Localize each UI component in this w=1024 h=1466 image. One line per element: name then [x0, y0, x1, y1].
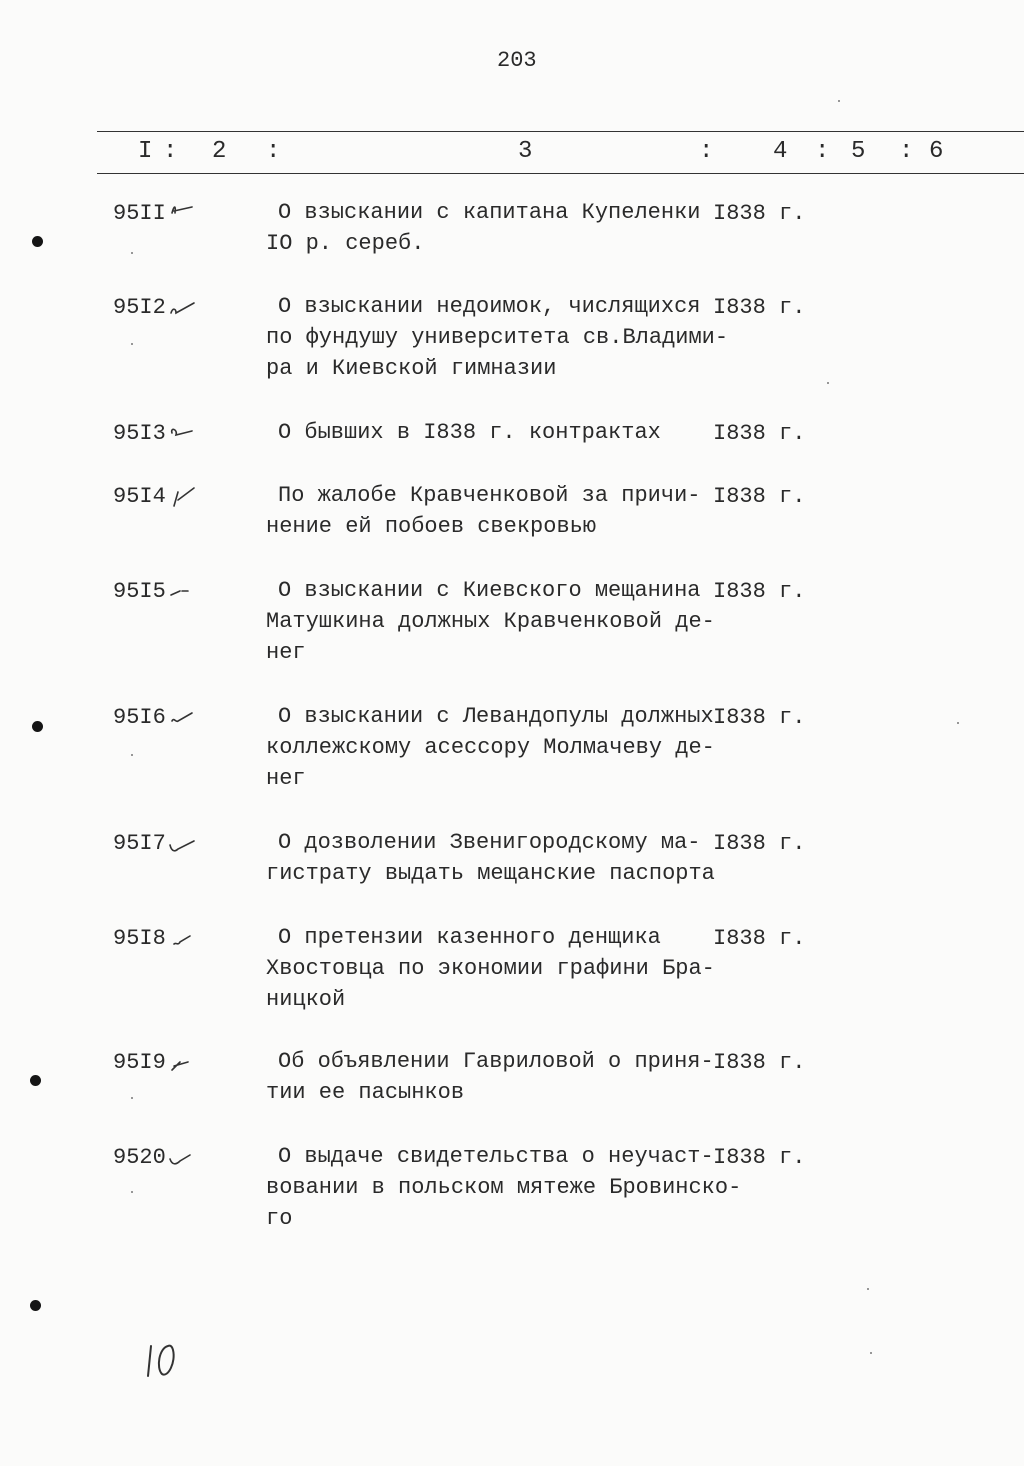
- description-line: О взыскании с Левандопулы должных: [278, 704, 714, 729]
- record-date: I838 г.: [713, 421, 806, 446]
- description-line: О претензии казенного денщика: [278, 925, 661, 950]
- record-description: [266, 197, 700, 259]
- description-line: нение ей побоев свекровью: [266, 514, 597, 539]
- description-line: ницкой: [266, 987, 346, 1012]
- description-line: вовании в польском мятеже Бровинско-: [266, 1175, 742, 1200]
- description-line: го: [266, 1206, 293, 1231]
- description-line: Хвостовца по экономии графини Бра-: [266, 956, 715, 981]
- description-line: нег: [266, 766, 306, 791]
- record-date: I838 г.: [713, 1145, 806, 1170]
- record-number: 95I3: [113, 421, 166, 446]
- speck: [838, 100, 840, 102]
- description-line: по фундушу университета св.Владими-: [266, 325, 729, 350]
- checkmark-icon: [168, 833, 200, 857]
- record-number: 95I7: [113, 831, 166, 856]
- record-number: 95I9: [113, 1050, 166, 1075]
- description-line: О дозволении Звенигородскому ма-: [278, 830, 701, 855]
- header-separator: :: [899, 138, 914, 165]
- punch-hole: [30, 1075, 41, 1086]
- record-date: I838 г.: [713, 579, 806, 604]
- description-line: коллежскому асессору Молмачеву де-: [266, 735, 715, 760]
- header-separator: :: [699, 138, 714, 165]
- speck: [867, 1288, 869, 1290]
- handwritten-note-text: 10: [143, 1380, 145, 1381]
- record-description: [266, 701, 715, 794]
- speck: [131, 1191, 133, 1193]
- record-number: 9520: [113, 1145, 166, 1170]
- page-number: 203: [497, 48, 537, 73]
- description-line: О взыскании недоимок, числящихся: [278, 294, 701, 319]
- record-description: [266, 1141, 741, 1234]
- description-line: Матушкина должных Кравченковой де-: [266, 609, 715, 634]
- header-bottom-rule: [97, 173, 1024, 174]
- description-line: тии ее пасынков: [266, 1080, 465, 1105]
- punch-hole: [32, 236, 43, 247]
- checkmark-icon: [168, 486, 200, 510]
- record-date: I838 г.: [713, 705, 806, 730]
- record-date: I838 г.: [713, 1050, 806, 1075]
- header-col-2: 2: [212, 138, 227, 165]
- checkmark-icon: [168, 1147, 200, 1171]
- header-col-6: 6: [929, 138, 944, 165]
- speck: [131, 754, 133, 756]
- header-top-rule: [97, 131, 1024, 132]
- header-separator: :: [266, 138, 281, 165]
- description-line: О бывших в I838 г. контрактах: [278, 420, 661, 445]
- record-date: I838 г.: [713, 201, 806, 226]
- record-description: [266, 922, 715, 1015]
- record-date: I838 г.: [713, 926, 806, 951]
- speck: [131, 343, 133, 345]
- checkmark-icon: [168, 1052, 200, 1076]
- record-number: 95I4: [113, 484, 166, 509]
- description-line: О выдаче свидетельства о неучаст-: [278, 1144, 714, 1169]
- speck: [957, 722, 959, 724]
- checkmark-icon: [168, 707, 200, 731]
- record-date: I838 г.: [713, 831, 806, 856]
- header-col-1: I: [138, 138, 153, 165]
- checkmark-icon: [168, 581, 200, 605]
- record-number: 95II: [113, 201, 166, 226]
- record-number: 95I5: [113, 579, 166, 604]
- checkmark-icon: [168, 203, 200, 227]
- description-line: По жалобе Кравченковой за причи-: [278, 483, 701, 508]
- record-number: 95I2: [113, 295, 166, 320]
- description-line: О взыскании с капитана Купеленки: [278, 200, 701, 225]
- header-separator: :: [163, 138, 178, 165]
- description-line: IO р. сереб.: [266, 231, 425, 256]
- speck: [827, 382, 829, 384]
- punch-hole: [32, 721, 43, 732]
- header-col-3: 3: [518, 138, 533, 165]
- handwritten-note: [143, 1338, 183, 1382]
- record-number: 95I6: [113, 705, 166, 730]
- record-description: [266, 480, 700, 542]
- description-line: нег: [266, 640, 306, 665]
- record-description: [266, 291, 728, 384]
- record-date: I838 г.: [713, 484, 806, 509]
- record-description: [266, 575, 715, 668]
- record-description: [266, 417, 661, 448]
- description-line: Об объявлении Гавриловой о приня-: [278, 1049, 714, 1074]
- record-number: 95I8: [113, 926, 166, 951]
- description-line: О взыскании с Киевского мещанина: [278, 578, 701, 603]
- record-description: [266, 827, 715, 889]
- checkmark-icon: [168, 297, 200, 321]
- header-col-4: 4: [773, 138, 788, 165]
- speck: [131, 252, 133, 254]
- checkmark-icon: [168, 928, 200, 952]
- header-separator: :: [815, 138, 830, 165]
- header-col-5: 5: [851, 138, 866, 165]
- description-line: ра и Киевской гимназии: [266, 356, 557, 381]
- speck: [870, 1352, 872, 1354]
- description-line: гистрату выдать мещанские паспорта: [266, 861, 715, 886]
- checkmark-icon: [168, 423, 200, 447]
- record-date: I838 г.: [713, 295, 806, 320]
- speck: [131, 1097, 133, 1099]
- record-description: [266, 1046, 714, 1108]
- punch-hole: [30, 1300, 41, 1311]
